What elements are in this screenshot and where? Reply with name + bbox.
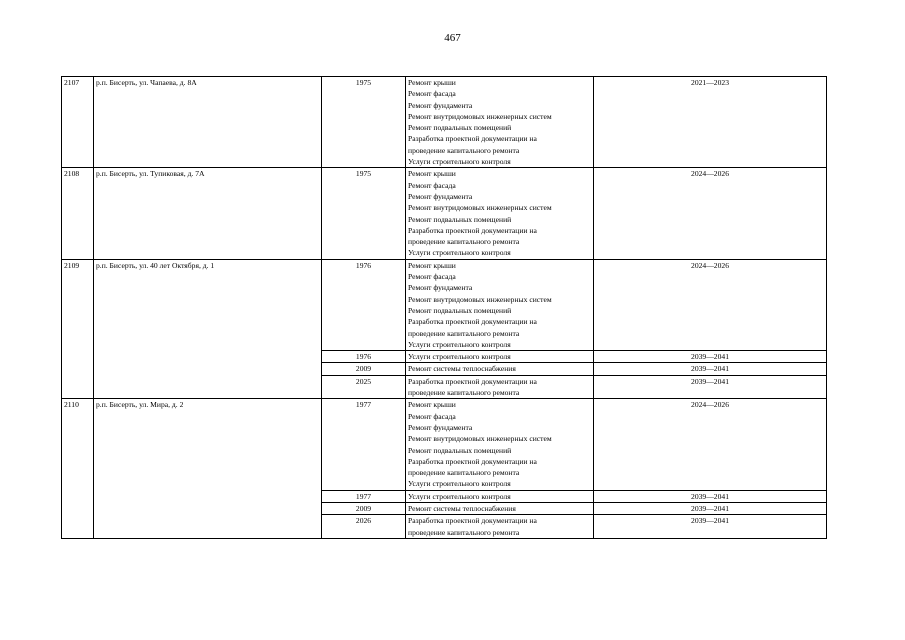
work-type: проведение капитального ремонта: [408, 145, 520, 155]
work-types-cell: [406, 259, 594, 350]
work-type: проведение капитального ремонта: [408, 388, 520, 398]
repair-period-cell: 2039—2041: [594, 515, 827, 539]
repair-period-cell: 2024—2026: [594, 168, 827, 259]
work-type: Разработка проектной документации на: [408, 225, 537, 235]
repair-period-cell: 2024—2026: [594, 259, 827, 350]
year-cell: 1976: [322, 259, 406, 350]
table-row: [62, 259, 827, 350]
table-body: [62, 77, 827, 539]
work-types-cell: [406, 399, 594, 490]
work-type: Разработка проектной документации на: [408, 376, 537, 386]
building-address: р.п. Бисерть, ул. Мира, д. 2: [94, 399, 322, 539]
repair-period-cell: 2021—2023: [594, 77, 827, 168]
year-cell: 2009: [322, 363, 406, 375]
work-type: Услуги строительного контроля: [408, 339, 511, 349]
table-row: [62, 77, 827, 168]
work-type: Разработка проектной документации на: [408, 134, 537, 144]
work-type: Услуги строительного контроля: [408, 157, 511, 167]
year-cell: 1976: [322, 351, 406, 363]
work-type: Услуги строительного контроля: [408, 491, 511, 501]
repair-period-cell: 2039—2041: [594, 351, 827, 363]
work-types-cell: [406, 351, 594, 363]
work-type: Услуги строительного контроля: [408, 248, 511, 258]
work-types-cell: [406, 490, 594, 502]
repair-period-cell: 2024—2026: [594, 399, 827, 490]
year-cell: 2025: [322, 375, 406, 399]
year-cell: 1977: [322, 490, 406, 502]
work-type: Ремонт фундамента: [408, 283, 473, 293]
work-type: проведение капитального ремонта: [408, 527, 520, 537]
work-types-cell: [406, 502, 594, 514]
record-number: 2108: [62, 168, 94, 259]
work-type: Ремонт подвальных помещений: [408, 305, 512, 315]
year-cell: 1977: [322, 399, 406, 490]
work-type: Ремонт фундамента: [408, 100, 473, 110]
record-number: 2110: [62, 399, 94, 539]
building-address: р.п. Бисерть, ул. 40 лет Октября, д. 1: [94, 259, 322, 399]
work-type: Ремонт фасада: [408, 411, 456, 421]
work-type: Ремонт подвальных помещений: [408, 123, 512, 133]
work-type: Разработка проектной документации на: [408, 516, 537, 526]
year-cell: 2026: [322, 515, 406, 539]
work-type: Ремонт фундамента: [408, 422, 473, 432]
work-types-cell: [406, 168, 594, 259]
work-type: Ремонт фасада: [408, 180, 456, 190]
work-type: Ремонт крыши: [408, 169, 456, 179]
record-number: 2109: [62, 259, 94, 399]
building-address: р.п. Бисерть, ул. Тупиковая, д. 7А: [94, 168, 322, 259]
record-number: 2107: [62, 77, 94, 168]
work-type: Ремонт крыши: [408, 400, 456, 410]
work-type: Ремонт фундамента: [408, 191, 473, 201]
building-address: р.п. Бисерть, ул. Чапаева, д. 8А: [94, 77, 322, 168]
work-type: Ремонт крыши: [408, 78, 456, 87]
repair-period-cell: 2039—2041: [594, 363, 827, 375]
work-types-cell: [406, 375, 594, 399]
work-types-cell: [406, 77, 594, 168]
page-number: 467: [444, 32, 461, 44]
work-type: Ремонт внутридомовых инженерных систем: [408, 434, 552, 444]
work-type: Услуги строительного контроля: [408, 479, 511, 489]
year-cell: 1975: [322, 77, 406, 168]
repair-period-cell: 2039—2041: [594, 502, 827, 514]
repair-period-cell: 2039—2041: [594, 375, 827, 399]
work-type: проведение капитального ремонта: [408, 328, 520, 338]
work-type: Ремонт подвальных помещений: [408, 445, 512, 455]
work-type: Ремонт внутридомовых инженерных систем: [408, 203, 552, 213]
year-cell: 2009: [322, 502, 406, 514]
work-type: Ремонт фасада: [408, 89, 456, 99]
work-type: Разработка проектной документации на: [408, 317, 537, 327]
table-row: [62, 399, 827, 490]
work-types-cell: [406, 515, 594, 539]
work-type: Услуги строительного контроля: [408, 352, 511, 362]
repair-period-cell: 2039—2041: [594, 490, 827, 502]
work-type: Ремонт крыши: [408, 260, 456, 270]
work-type: Ремонт системы теплоснабжения: [408, 503, 516, 513]
work-type: Разработка проектной документации на: [408, 456, 537, 466]
capital-repair-table: [61, 76, 827, 539]
work-type: проведение капитального ремонта: [408, 468, 520, 478]
work-type: Ремонт системы теплоснабжения: [408, 364, 516, 374]
work-type: проведение капитального ремонта: [408, 237, 520, 247]
work-types-cell: [406, 363, 594, 375]
work-type: Ремонт внутридомовых инженерных систем: [408, 111, 552, 121]
year-cell: 1975: [322, 168, 406, 259]
work-type: Ремонт внутридомовых инженерных систем: [408, 294, 552, 304]
table-row: [62, 168, 827, 259]
work-type: Ремонт фасада: [408, 272, 456, 282]
work-type: Ремонт подвальных помещений: [408, 214, 512, 224]
